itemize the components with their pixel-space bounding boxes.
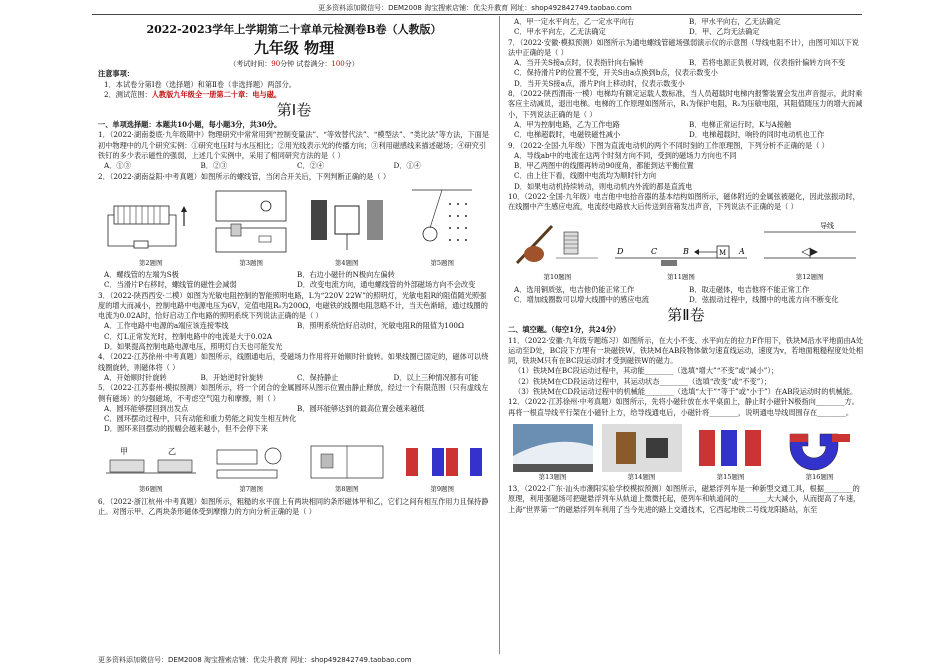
q6-option-d: D．甲、乙均无法确定 [689,27,760,37]
question-3: 3．（2022·陕西西安·二模）如图为光敏电阻控制的智能照明电路，L为“220V 22W”的照明灯，光敏电阻R的阻值随光照强度的增大而减小，控制电路中电源电压为6V，定值电阻R₀为200Ω，电磁铁的线圈电阻忽略不计，当天色渐暗，通过线圈的电流为0.02A时，恰好启动工作电路的照明系统下列说法正确的是（ ） [98,290,488,321]
meta-time: 90 [271,60,281,68]
page-footer: 更多资料添加微信号：DEM2008 淘宝搜索店铺：优尖升教育 网址：shop492842749.taobao.com [98,656,412,664]
q10-option-d: D．弦振动过程中，线圈中的电流方向不断变化 [689,294,839,304]
figure-row-10-12 [508,215,864,283]
label-d: D [616,247,624,257]
caption-fig-14: 第14题图 [627,472,656,481]
question-13: 13．（2022·广东·汕头市潮阳实验学校模拟预测）如图所示，磁悬浮列车是一种新型交通工具，根据________的原理，利用强磁场可把磁悬浮列车从轨道上微微托起，使列车和轨道间的________大大减小，从而提高了车速，上海“世界第一”的磁悬浮列车利用了当今先进的路上交通技术，它西起地铁二号线龙阳路站，东至 [508,483,861,514]
caption-fig-11: 第11题图 [667,273,695,282]
q4-options [98,373,490,383]
label-yi: 乙 [167,447,176,457]
header-rule [92,14,862,15]
q9-option-d: D．如果电动机持续转动，则电动机内外流的都是直流电 [514,181,693,191]
q4-option-a: A．开始顺时针旋转 [104,372,167,382]
figure-4 [307,186,387,268]
volume-2-title: 第Ⅱ卷 [667,306,705,325]
exam-subject: 九年级 物理 [253,39,335,57]
question-10: 10．（2022·全国·九年级）电吉他中电拾音器的基本结构如图所示，磁体附近的金属弦被磁化，因此弦振动时，在线圈中产生感应电流，电流经电路放大后传送到音箱发出声音，下列说法不正确的是（ ） [508,192,860,212]
note-1: 1．本试卷分第Ⅰ卷（选择题）和第Ⅱ卷（非选择题）两部分。 [104,79,296,89]
q6-option-c: C．甲水平向左，乙无法确定 [514,27,606,37]
q3-options-row1 [98,321,490,331]
figure-13 [513,424,593,482]
q1-option-b: B．②③ [200,161,228,171]
solenoid-diagram [106,186,196,258]
motor-diagram [402,440,482,484]
q11-part-2: （2）铁块M在CD段运动过程中，其运动状态________（选填“改变”或“不变”）； [514,376,772,386]
q9-option-b: B．甲乙两图中的线圈再转动90度角，都能到达平衡位置 [514,161,694,171]
question-2: 2．（2022·湖南益阳·中考真题）如图所示的螺线管，当闭合开关后，下列判断正确的是（ ） [98,171,391,181]
page-header: 更多资料添加微信号：DEM2008 淘宝搜索店铺：优尖升教育 网址：shop492842749.taobao.com [318,4,632,12]
q4-option-c: C．保持静止 [297,372,339,382]
figure-16 [780,424,860,482]
magnet-experiment-photo [691,424,771,472]
caption-fig-5: 第5题图 [430,258,455,267]
section-2-title: 二、填空题。（每空1分，共24分） [508,325,621,335]
figure-row-2-5 [98,184,490,268]
q1-option-d: D．①④ [393,161,421,171]
question-1: 1．（2022·湖南娄底·九年级期中）物理研究中常常用到“控制变量法”、“等效替代法”、“模型法”、“类比法”等方法，下面是初中物理中的几个研究实例：①研究电压时与水压相比；②用光线表示光的传播方向；③利用磁感线来描述磁场；④研究引铁钉的多少表示磁性的强弱，上述几个实例中，采用了相同研究方法的是（ ） [98,130,490,161]
q10-options-row2 [508,295,864,305]
ring-pendulum-diagram [402,186,482,258]
left-column [98,17,490,517]
right-column [508,17,864,515]
coil-magnet-diagram [307,186,387,258]
figure-row-6-9 [98,437,490,495]
q6-option-b: B．甲水平向右，乙无法确定 [689,17,781,26]
label-wire: 导线 [819,222,834,231]
elevator-circuit-diagram [307,440,387,484]
label-m: M [718,249,727,258]
column-divider [499,16,500,654]
q7-options-row1 [508,58,864,68]
caption-fig-6: 第6题图 [138,485,163,494]
caption-fig-12: 第12题图 [795,273,824,282]
caption-fig-7: 第7题图 [239,485,264,494]
figure-11 [611,218,751,282]
exam-title: 2022-2023学年上学期第二十章单元检测卷B卷（人教版） [146,23,442,36]
q3-option-a: A．工作电路中电源的a端应该连接零线 [104,321,229,331]
q8-option-d: D．电梯超载时，响铃的同时电动机也工作 [689,130,825,140]
q8-option-c: C．电梯超载时，电磁铁磁性减小 [514,130,621,140]
q6-options-row2 [508,27,864,37]
q2-option-b: B．右边小磁针的N极向左偏转 [297,269,395,279]
iron-block-track-diagram [611,218,751,272]
q7-option-c: C．保持滑片P的位置不变，开关S由a点换到b点，仪表示数变小 [514,68,718,78]
q6-options-row1 [508,17,864,27]
figure-2 [106,186,196,268]
figure-8 [307,440,387,494]
q10-option-c: C．增加线圈数可以增大线圈中的感应电流 [514,294,649,304]
figure-7 [211,440,291,494]
q1-option-c: C．②④ [297,161,325,171]
label-jia: 甲 [119,447,128,457]
maglev-train-photo [513,424,593,472]
figure-5 [402,186,482,268]
meta-score: 100 [331,60,345,68]
q3-option-b: B．照明系统恰好启动时，光敏电阻R的阻值为100Ω [297,321,464,331]
q2-options-row2 [98,280,490,290]
figure-14 [602,424,682,482]
figure-row-13-16 [508,420,864,482]
section-1-title: 一、单项选择题：本题共10小题，每小题3分，共30分。 [98,120,282,130]
guitar-pickup-diagram [512,218,602,272]
q4-option-d: D．以上三种情况都有可能 [393,372,479,382]
figure-6 [106,440,196,494]
caption-fig-4: 第4题图 [334,258,359,267]
q10-options-row1 [508,285,864,295]
q2-option-c: C．当滑片P右移时，螺线管的磁性会减弱 [104,280,237,290]
q3-option-d: D．如果提高控制电路电源电压，照明灯白天也可能发光 [104,342,283,352]
note-2-pre: 2．测试范围： [104,89,152,99]
label-c: C [650,247,658,257]
caption-fig-10: 第10题图 [543,273,572,282]
compass-wire-diagram [760,218,860,272]
q2-options-row1 [98,270,490,280]
question-6: 6．（2022·浙江杭州·中考真题）如图所示，粗糙的水平面上有两块相同的条形磁体甲和乙，它们之间有相互作用力且保持静止。对图示甲、乙两块条形磁体受到摩擦力的方向分析正确的是（ ） [98,496,489,517]
q5-option-a: A．圆环能够摆回到出发点 [104,403,189,413]
q8-option-a: A．甲为控制电路，乙为工作电路 [514,119,620,129]
question-5: 5．（2022·江苏泰州·模拟预测）如图所示，将一个闭合的金属圆环从图示位置由静止释放，经过一个有限范围（只有虚线左侧有磁场）的匀强磁场，不考虑空气阻力和摩擦，则（ ） [98,383,489,403]
q10-option-b: B．取走磁体，电吉他将不能正常工作 [689,284,810,294]
q7-option-d: D．当开关S接a点，滑片P向上移动时，仪表示数变小 [514,78,685,88]
q5-option-b: B．圆环能够达到的最高位置会越来越低 [297,403,425,413]
q9-option-c: C．由上往下看，线圈中电流均为顺时针方向 [514,171,657,181]
q2-option-a: A．螺线管的左端为S极 [104,269,179,279]
label-a: A [738,247,745,257]
question-11: 11．（2022·安徽·九年级专题练习）如图所示，在大小不变、水平向左的拉力F作用下，铁块M沿水平地面由A处运动至D处，BC段下方埋有一块磁铁W，铁块M在AB段物体做匀速直线运动，速度为v，若地面粗糙程度处处相同，铁块M只有在BC段运动时才受到磁铁W的磁力。 [508,335,864,366]
figure-15 [691,424,771,482]
question-4: 4．（2022·江苏徐州·中考真题）如图所示，线圈通电后，受磁场力作用将开始顺时针旋转。如果线圈已固定的，磁体可以绕线圈旋转，则磁体将（ ） [98,352,489,372]
q1-options [98,161,490,171]
meta-mid: 分钟 试卷满分： [280,60,332,68]
caption-fig-15: 第15题图 [716,472,745,481]
q10-option-a: A．选用铜质弦，电吉他仍能正常工作 [514,284,635,294]
question-9: 9．（2022·全国·九年级）下图为直流电动机的两个不同时刻的工作原理图，下列分析不正确的是（ ） [508,140,829,150]
figure-10 [512,218,602,282]
q8-options-row2 [508,130,864,140]
q1-option-a: A．①③ [104,161,131,171]
q9-option-a: A．导线ab中的电流在这两个时刻方向不同，受到的磁场力方向也不同 [514,150,737,160]
u-magnet-diagram [780,424,860,472]
question-8: 8．（2022·陕西渭南·一模）电梯均有额定运载人数标准，当人员超载时电梯内报警装置会发出声音提示，此时乘客应主动减员，退出电梯。电梯的工作原理如图所示，R₁为保护电阻，R₂为压敏电阻，其阻值随压力的增大而减小，下列说法正确的是（ ） [508,89,863,119]
caption-fig-3: 第3题图 [239,258,264,267]
meta-pre: （考试时间： [229,60,272,68]
q2-option-d: D．改变电流方向，通电螺线管的外部磁场方向不会改变 [297,280,476,290]
q3-option-c: C．灯L正常发光时，控制电路中的电流是大于0.02A [104,331,273,341]
q11-part-1: （1）铁块M在BC段运动过程中，其动能________（选填“增大”“不变”或“减小”）； [514,366,779,376]
caption-fig-16: 第16题图 [805,472,834,481]
exam-meta [98,59,490,69]
notes-title: 注意事项： [98,69,134,79]
lighting-circuit-diagram [211,186,291,258]
q8-options-row1 [508,120,864,130]
figure-12 [760,218,860,282]
caption-fig-2: 第2题图 [138,258,163,267]
q8-option-b: B．电梯正常运行时，K与A接触 [689,119,792,129]
q5-option-d: D．圆环来回摆动的振幅会越来越小，但不会停下来 [104,424,268,434]
q5-option-c: C．圆环摆动过程中，只有动能和重力势能之间发生相互转化 [104,414,297,424]
question-7: 7．（2022·安徽·模拟预测）如图所示为通电螺线管磁场强弱演示仪的示意图（导线电阻不计），由图可知以下说法中正确的是（ ） [508,37,859,57]
q7-option-a: A．当开关S接a点时，仪表指针向右偏转 [514,58,644,68]
volume-1-title: 第Ⅰ卷 [276,101,312,120]
meta-post: 分） [344,60,359,68]
question-12: 12．（2022·江苏徐州·中考真题）如图所示，先将小磁针放在水平桌面上，静止时小磁针N极指向________方。再将一根直导线平行架在小磁针上方，给导线通电后，小磁针将________，说明通电导线周围存在________。 [508,397,859,417]
q11-part-3: （3）铁块M在CD段运动过程中的机械能________（选填“大于”“等于”或“小于”）在AB段运动时的机械能。 [514,387,858,397]
label-b: B [682,247,689,257]
note-2 [98,90,490,100]
note-2-range: 人教版九年级全一册第二十章：电与磁。 [151,89,282,99]
q4-option-b: B．开始逆时针旋转 [200,372,264,382]
caption-fig-13: 第13题图 [538,472,567,481]
q7-option-b: B．若将电源正负极对调，仪表指针偏转方向不变 [689,58,846,68]
q6-option-a: A．甲一定水平向左，乙一定水平向右 [514,17,635,26]
caption-fig-9: 第9题图 [430,485,455,494]
figure-3 [211,186,291,268]
q5-options-row1 [98,404,490,414]
caption-fig-8: 第8题图 [334,485,359,494]
figure-9 [402,440,482,494]
electromagnet-photo [602,424,682,472]
bar-magnets-diagram [106,440,196,484]
solenoid-meter-diagram [211,440,291,484]
